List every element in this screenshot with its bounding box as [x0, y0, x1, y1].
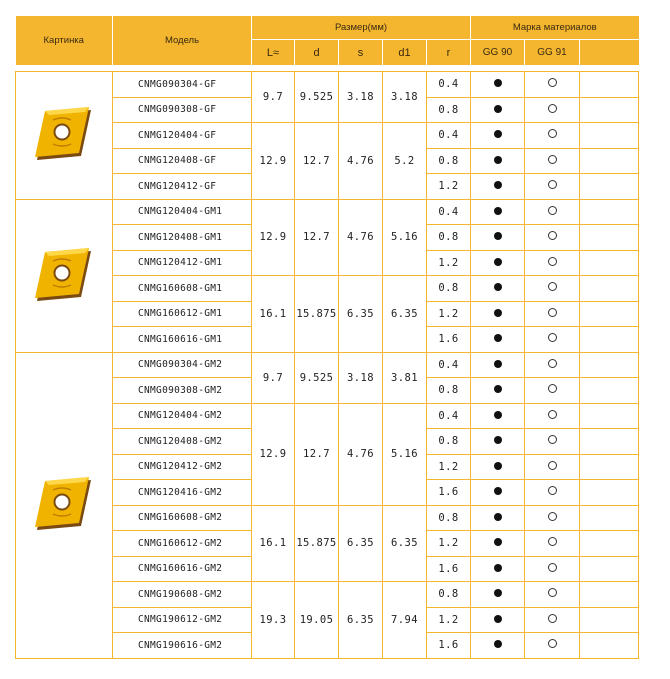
filled-dot-icon: [494, 615, 502, 623]
radius-cell: 0.8: [427, 97, 471, 123]
gg90-cell: [471, 174, 525, 200]
empty-mat-cell: [580, 505, 639, 531]
radius-cell: 0.4: [427, 199, 471, 225]
filled-dot-icon: [494, 564, 502, 572]
empty-circle-icon: [548, 231, 557, 240]
filled-dot-icon: [494, 232, 502, 240]
dim-d1-cell: 5.16: [383, 199, 427, 276]
empty-mat-cell: [580, 633, 639, 659]
radius-cell: 1.6: [427, 556, 471, 582]
radius-cell: 0.8: [427, 378, 471, 404]
gg90-cell: [471, 633, 525, 659]
empty-mat-cell: [580, 429, 639, 455]
filled-dot-icon: [494, 640, 502, 648]
model-cell: CNMG160608-GM1: [113, 276, 252, 302]
empty-mat-cell: [580, 199, 639, 225]
empty-mat-cell: [580, 352, 639, 378]
filled-dot-icon: [494, 283, 502, 291]
empty-mat-cell: [580, 480, 639, 506]
radius-cell: 0.8: [427, 276, 471, 302]
dim-s-cell: 3.18: [339, 72, 383, 123]
empty-mat-cell: [580, 582, 639, 608]
empty-circle-icon: [548, 410, 557, 419]
dim-s-cell: 4.76: [339, 403, 383, 505]
header-model: Модель: [113, 16, 252, 66]
dim-d1-cell: 6.35: [383, 505, 427, 582]
empty-circle-icon: [548, 384, 557, 393]
model-cell: CNMG190616-GM2: [113, 633, 252, 659]
empty-circle-icon: [548, 155, 557, 164]
gg90-cell: [471, 480, 525, 506]
gg90-cell: [471, 505, 525, 531]
empty-circle-icon: [548, 308, 557, 317]
dim-d1-cell: 5.16: [383, 403, 427, 505]
radius-cell: 0.8: [427, 148, 471, 174]
header-size-group: Размер(мм): [252, 16, 471, 40]
model-cell: CNMG090304-GF: [113, 72, 252, 98]
dim-L-cell: 19.3: [252, 582, 295, 659]
dim-d-cell: 12.7: [295, 123, 339, 200]
gg90-cell: [471, 250, 525, 276]
dim-s-cell: 6.35: [339, 276, 383, 353]
radius-cell: 0.8: [427, 429, 471, 455]
dim-d1-cell: 7.94: [383, 582, 427, 659]
dim-d-cell: 12.7: [295, 403, 339, 505]
model-cell: CNMG160616-GM1: [113, 327, 252, 353]
header-mat-gg90: GG 90: [471, 40, 525, 66]
gg91-cell: [525, 250, 580, 276]
empty-circle-icon: [548, 206, 557, 215]
gg90-cell: [471, 123, 525, 149]
radius-cell: 1.2: [427, 531, 471, 557]
filled-dot-icon: [494, 105, 502, 113]
header-mat-empty: [580, 40, 639, 66]
model-cell: CNMG120408-GM1: [113, 225, 252, 251]
radius-cell: 1.6: [427, 327, 471, 353]
dim-s-cell: 4.76: [339, 199, 383, 276]
insert-picture-cell: [16, 352, 113, 658]
gg91-cell: [525, 148, 580, 174]
dim-d-cell: 19.05: [295, 582, 339, 659]
filled-dot-icon: [494, 334, 502, 342]
dim-L-cell: 16.1: [252, 505, 295, 582]
empty-mat-cell: [580, 378, 639, 404]
filled-dot-icon: [494, 538, 502, 546]
empty-mat-cell: [580, 225, 639, 251]
gg91-cell: [525, 174, 580, 200]
insert-gm2-icon: [16, 476, 112, 534]
model-cell: CNMG120412-GM2: [113, 454, 252, 480]
empty-mat-cell: [580, 276, 639, 302]
empty-circle-icon: [548, 461, 557, 470]
dim-L-cell: 16.1: [252, 276, 295, 353]
empty-circle-icon: [548, 78, 557, 87]
empty-mat-cell: [580, 301, 639, 327]
empty-mat-cell: [580, 97, 639, 123]
gg90-cell: [471, 72, 525, 98]
empty-circle-icon: [548, 359, 557, 368]
radius-cell: 1.2: [427, 301, 471, 327]
gg90-cell: [471, 429, 525, 455]
dim-s-cell: 3.18: [339, 352, 383, 403]
table-row: [16, 352, 639, 378]
gg91-cell: [525, 199, 580, 225]
header-d1: d1: [383, 40, 427, 66]
dim-d1-cell: 6.35: [383, 276, 427, 353]
empty-mat-cell: [580, 123, 639, 149]
model-cell: CNMG160612-GM1: [113, 301, 252, 327]
gg91-cell: [525, 531, 580, 557]
model-cell: CNMG120408-GM2: [113, 429, 252, 455]
gg91-cell: [525, 276, 580, 302]
empty-mat-cell: [580, 148, 639, 174]
gg91-cell: [525, 123, 580, 149]
radius-cell: 0.8: [427, 225, 471, 251]
dim-d1-cell: 3.81: [383, 352, 427, 403]
empty-mat-cell: [580, 403, 639, 429]
filled-dot-icon: [494, 207, 502, 215]
filled-dot-icon: [494, 181, 502, 189]
gg91-cell: [525, 225, 580, 251]
empty-circle-icon: [548, 512, 557, 521]
dim-L-cell: 12.9: [252, 199, 295, 276]
gg91-cell: [525, 505, 580, 531]
gg90-cell: [471, 301, 525, 327]
filled-dot-icon: [494, 589, 502, 597]
gg91-cell: [525, 352, 580, 378]
empty-circle-icon: [548, 104, 557, 113]
radius-cell: 1.2: [427, 454, 471, 480]
radius-cell: 0.4: [427, 123, 471, 149]
model-cell: CNMG190608-GM2: [113, 582, 252, 608]
dim-L-cell: 12.9: [252, 403, 295, 505]
filled-dot-icon: [494, 411, 502, 419]
radius-cell: 0.4: [427, 352, 471, 378]
gg91-cell: [525, 454, 580, 480]
empty-mat-cell: [580, 556, 639, 582]
dim-s-cell: 4.76: [339, 123, 383, 200]
empty-circle-icon: [548, 333, 557, 342]
dim-d1-cell: 3.18: [383, 72, 427, 123]
insert-picture-cell: [16, 72, 113, 200]
gg91-cell: [525, 607, 580, 633]
filled-dot-icon: [494, 156, 502, 164]
filled-dot-icon: [494, 436, 502, 444]
gg91-cell: [525, 429, 580, 455]
gg90-cell: [471, 276, 525, 302]
model-cell: CNMG120412-GM1: [113, 250, 252, 276]
empty-mat-cell: [580, 327, 639, 353]
radius-cell: 0.8: [427, 582, 471, 608]
gg90-cell: [471, 454, 525, 480]
gg91-cell: [525, 582, 580, 608]
gg90-cell: [471, 582, 525, 608]
gg91-cell: [525, 72, 580, 98]
table-row: [16, 72, 639, 98]
empty-mat-cell: [580, 72, 639, 98]
gg90-cell: [471, 97, 525, 123]
dim-L-cell: 9.7: [252, 352, 295, 403]
empty-circle-icon: [548, 435, 557, 444]
header-L: L≈: [252, 40, 295, 66]
spec-table: [15, 16, 639, 659]
spec-table-wrapper: [15, 16, 638, 659]
filled-dot-icon: [494, 258, 502, 266]
dim-d-cell: 15.875: [295, 505, 339, 582]
dim-d-cell: 9.525: [295, 352, 339, 403]
dim-d-cell: 15.875: [295, 276, 339, 353]
gg91-cell: [525, 378, 580, 404]
gg90-cell: [471, 607, 525, 633]
insert-picture-cell: [16, 199, 113, 352]
gg90-cell: [471, 327, 525, 353]
model-cell: CNMG120404-GM2: [113, 403, 252, 429]
filled-dot-icon: [494, 487, 502, 495]
filled-dot-icon: [494, 462, 502, 470]
model-cell: CNMG120408-GF: [113, 148, 252, 174]
filled-dot-icon: [494, 385, 502, 393]
empty-circle-icon: [548, 486, 557, 495]
header-s: s: [339, 40, 383, 66]
gg91-cell: [525, 633, 580, 659]
header-materials-group: Марка материалов: [471, 16, 639, 40]
dim-s-cell: 6.35: [339, 505, 383, 582]
empty-mat-cell: [580, 607, 639, 633]
empty-circle-icon: [548, 282, 557, 291]
empty-circle-icon: [548, 588, 557, 597]
dim-L-cell: 9.7: [252, 72, 295, 123]
dim-L-cell: 12.9: [252, 123, 295, 200]
filled-dot-icon: [494, 513, 502, 521]
empty-mat-cell: [580, 174, 639, 200]
gg90-cell: [471, 225, 525, 251]
empty-mat-cell: [580, 454, 639, 480]
model-cell: CNMG120416-GM2: [113, 480, 252, 506]
table-row: [16, 199, 639, 225]
gg90-cell: [471, 531, 525, 557]
empty-circle-icon: [548, 180, 557, 189]
model-cell: CNMG120404-GM1: [113, 199, 252, 225]
filled-dot-icon: [494, 79, 502, 87]
empty-mat-cell: [580, 250, 639, 276]
table-body: [16, 72, 639, 659]
empty-circle-icon: [548, 563, 557, 572]
gg90-cell: [471, 403, 525, 429]
gg91-cell: [525, 403, 580, 429]
gg90-cell: [471, 199, 525, 225]
table-header: [16, 16, 639, 66]
radius-cell: 1.2: [427, 607, 471, 633]
gg91-cell: [525, 480, 580, 506]
model-cell: CNMG090308-GM2: [113, 378, 252, 404]
insert-gm1-icon: [16, 247, 112, 305]
radius-cell: 1.6: [427, 633, 471, 659]
empty-circle-icon: [548, 257, 557, 266]
dim-d-cell: 9.525: [295, 72, 339, 123]
header-mat-gg91: GG 91: [525, 40, 580, 66]
radius-cell: 0.4: [427, 403, 471, 429]
empty-circle-icon: [548, 129, 557, 138]
radius-cell: 1.6: [427, 480, 471, 506]
gg91-cell: [525, 327, 580, 353]
model-cell: CNMG160608-GM2: [113, 505, 252, 531]
dim-s-cell: 6.35: [339, 582, 383, 659]
header-r: r: [427, 40, 471, 66]
gg90-cell: [471, 378, 525, 404]
radius-cell: 1.2: [427, 174, 471, 200]
model-cell: CNMG090308-GF: [113, 97, 252, 123]
gg90-cell: [471, 148, 525, 174]
gg91-cell: [525, 97, 580, 123]
empty-mat-cell: [580, 531, 639, 557]
dim-d1-cell: 5.2: [383, 123, 427, 200]
empty-circle-icon: [548, 614, 557, 623]
model-cell: CNMG190612-GM2: [113, 607, 252, 633]
model-cell: CNMG120412-GF: [113, 174, 252, 200]
gg90-cell: [471, 556, 525, 582]
radius-cell: 0.4: [427, 72, 471, 98]
model-cell: CNMG120404-GF: [113, 123, 252, 149]
radius-cell: 0.8: [427, 505, 471, 531]
gg91-cell: [525, 556, 580, 582]
empty-circle-icon: [548, 537, 557, 546]
model-cell: CNMG090304-GM2: [113, 352, 252, 378]
model-cell: CNMG160616-GM2: [113, 556, 252, 582]
model-cell: CNMG160612-GM2: [113, 531, 252, 557]
gg91-cell: [525, 301, 580, 327]
filled-dot-icon: [494, 309, 502, 317]
empty-circle-icon: [548, 639, 557, 648]
insert-gf-icon: [16, 106, 112, 164]
gg90-cell: [471, 352, 525, 378]
filled-dot-icon: [494, 360, 502, 368]
filled-dot-icon: [494, 130, 502, 138]
radius-cell: 1.2: [427, 250, 471, 276]
header-picture: Картинка: [16, 16, 113, 66]
header-d: d: [295, 40, 339, 66]
dim-d-cell: 12.7: [295, 199, 339, 276]
